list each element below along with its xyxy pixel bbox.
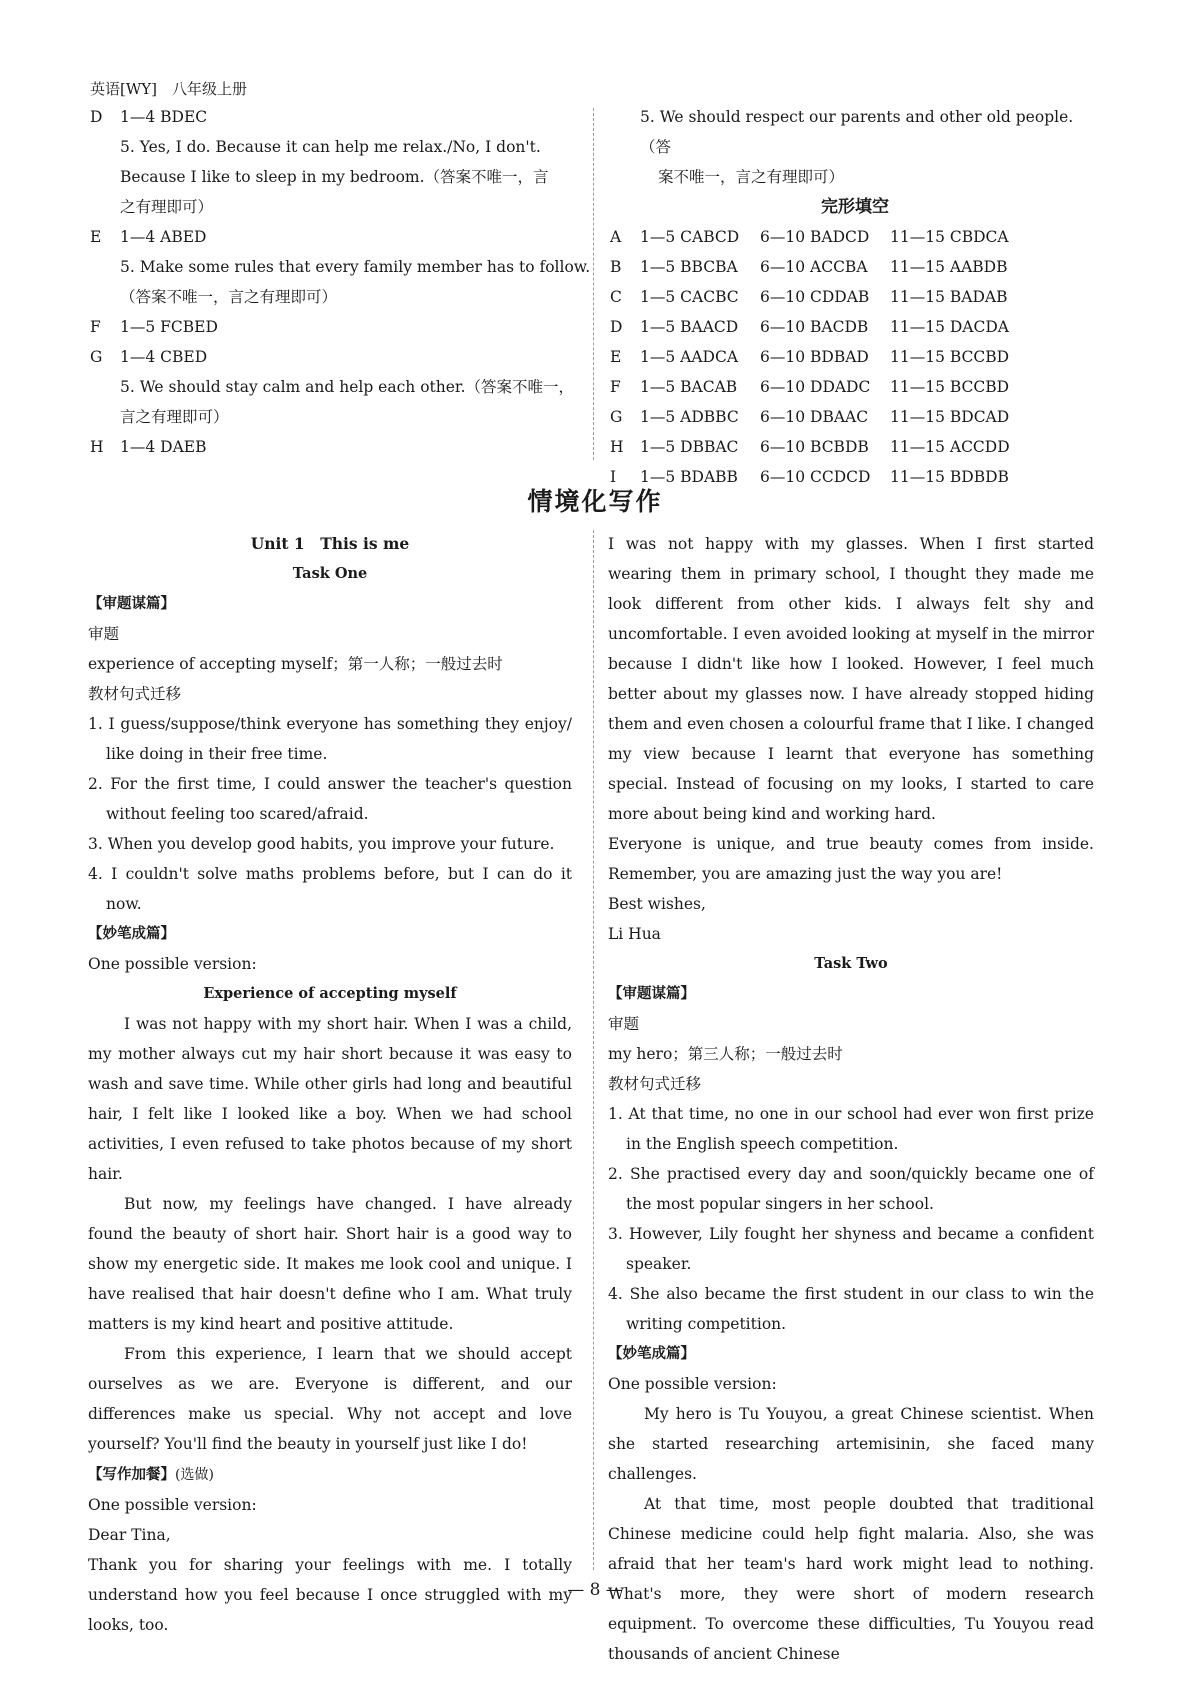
cloze-row [610,432,1100,462]
answer-g5-lead: 5. We should respect our parents and other old people.（答 [640,108,1074,156]
answer-subline: 5. Make some rules that every family member has to follow. [120,258,591,276]
cloze-row [610,312,1100,342]
column-divider-bottom [593,530,594,1570]
optional-note: (选做) [175,1467,214,1483]
shenti-text: my hero；第三人称；一般过去时 [608,1045,843,1063]
version-label-2: One possible version: [88,1496,257,1514]
letter-salutation: Dear Tina, [88,1526,171,1544]
answer-text: 1—4 DAEB [120,438,207,456]
running-header: 英语[WY] 八年级上册 [90,80,248,98]
cloze-answers: 6—10 BADCD [760,228,870,246]
shenti-text: experience of accepting myself；第一人称；一般过去时 [88,655,503,673]
tag-writing: 【妙笔成篇】 [608,1346,695,1362]
cloze-answers: 11—15 DACDA [890,318,1009,336]
answer-subline: 5. We should stay calm and help each other.（答案不唯一， [120,378,575,396]
letter-paragraph: I was not happy with my glasses. When I first started wearing them in primary school, I thought they made me look different from other kids. I always felt shy and uncomfortable. I even avoided looking at myself in the mirror because I didn't like how I looked. However, I feel much better about my glasses now. I have already stopped hiding them and even chosen a colourful frame that I like. I changed my view because I learnt that everyone has something special. Instead of focusing on my looks, I started to care more about being kind and working hard. [608,535,1094,823]
cloze-group-label: I [610,468,617,486]
answer-text: 1—4 ABED [120,228,207,246]
answer-text: 1—4 CBED [120,348,208,366]
cloze-answers: 6—10 CDDAB [760,288,870,306]
cloze-answers: 1—5 BAACD [640,318,739,336]
cloze-answers: 6—10 CCDCD [760,468,871,486]
cloze-group-label: B [610,258,622,276]
cloze-answers: 1—5 BACAB [640,378,738,396]
list-item: 4. She also became the first student in our class to win the writing competition. [608,1285,1094,1333]
cloze-row [610,342,1100,372]
answer-group-label: D [90,108,103,126]
version-label: One possible version: [88,955,257,973]
answer-row [90,432,580,462]
essay-paragraph: My hero is Tu Youyou, a great Chinese scientist. When she started researching artemisinin, she faced many challenges. [608,1405,1094,1483]
cloze-row [610,222,1100,252]
cloze-answers: 11—15 AABDB [890,258,1008,276]
letter-signature: Li Hua [608,925,661,943]
cloze-answer-table [610,222,1100,492]
cloze-answers: 6—10 DDADC [760,378,871,396]
tag-review: 【审题谋篇】 [88,596,175,612]
cloze-answers: 11—15 BCCBD [890,348,1010,366]
cloze-row [610,372,1100,402]
cloze-group-label: D [610,318,623,336]
answer-text: 1—5 FCBED [120,318,218,336]
column-divider-top [593,108,594,460]
answers-left [90,102,591,462]
answer-subline: 言之有理即可） [120,408,229,426]
qianyi-label: 教材句式迁移 [88,685,182,703]
answer-text: 1—4 BDEC [120,108,208,126]
answer-row [90,312,580,342]
list-item: 3. However, Lily fought her shyness and became a confident speaker. [608,1225,1094,1273]
cloze-row [610,282,1100,312]
cloze-answers: 1—5 BBCBA [640,258,738,276]
list-item: 1. At that time, no one in our school had ever won first prize in the English speech competition. [608,1105,1094,1153]
cloze-answers: 1—5 DBBAC [640,438,739,456]
cloze-group-label: C [610,288,622,306]
cloze-answers: 1—5 ADBBC [640,408,739,426]
qianyi-label: 教材句式迁移 [608,1075,702,1093]
answer-group-label: E [90,228,102,246]
answer-group-label: G [90,348,103,366]
cloze-answers: 6—10 BCBDB [760,438,869,456]
list-item: 4. I couldn't solve maths problems before, but I can do it now. [88,865,572,913]
unit-heading: Unit 1 This is me [250,534,410,553]
answer-group-label: F [90,318,101,336]
essay-paragraph: At that time, most people doubted that traditional Chinese medicine could help fight malaria. Also, she was afraid that her team's hard work might lead to nothing. What's more, they were short of modern research equipment. To overcome these difficulties, Tu Youyou read thousands of ancient Chinese [608,1495,1094,1663]
cloze-answers: 6—10 ACCBA [760,258,868,276]
task-two-heading: Task Two [814,955,888,972]
essay-paragraph: From this experience, I learn that we should accept ourselves as we are. Everyone is different, and our differences make us special. Why not accept and love yourself? You'll find the beauty in yourself just like I do! [88,1345,572,1453]
letter-paragraph: Everyone is unique, and true beauty comes from inside. Remember, you are amazing just the way you are! [608,835,1094,883]
cloze-group-label: F [610,378,621,396]
cloze-answers: 1—5 CABCD [640,228,740,246]
essay-paragraph: But now, my feelings have changed. I have already found the beauty of short hair. Short hair is a good way to show my energetic side. It makes me look cool and unique. I have realised that hair doesn't define who I am. What truly matters is my kind heart and positive attitude. [88,1195,572,1333]
list-item: 2. For the first time, I could answer the teacher's question without feeling too scared/afraid. [88,775,572,823]
cloze-answers: 11—15 BCCBD [890,378,1010,396]
answer-group-label: H [90,438,104,456]
cloze-answers: 6—10 BDBAD [760,348,869,366]
cloze-answers: 11—15 BDBDB [890,468,1009,486]
cloze-answers: 11—15 BADAB [890,288,1008,306]
section-title: 情境化写作 [527,487,663,516]
shenti-label: 审题 [88,625,120,643]
cloze-group-label: G [610,408,623,426]
list-item: 1. I guess/suppose/think everyone has something they enjoy/ like doing in their free time. [88,715,572,763]
list-item: 2. She practised every day and soon/quickly became one of the most popular singers in her school. [608,1165,1094,1213]
list-item: 3. When you develop good habits, you improve your future. [88,835,555,853]
cloze-group-label: H [610,438,624,456]
writing-left-column [88,529,572,1640]
writing-right-column [608,529,1094,1669]
letter-closing: Best wishes, [608,895,706,913]
tag-extra: 【写作加餐】 [88,1467,175,1483]
cloze-answers: 11—15 ACCDD [890,438,1010,456]
essay-paragraph: I was not happy with my short hair. When I was a child, my mother always cut my hair short because it was easy to wash and save time. While other girls had long and beautiful hair, I felt like I looked like a boy. When we had school activities, I even refused to take photos because of my short hair. [88,1015,572,1183]
version-label: One possible version: [608,1375,777,1393]
answer-row [90,342,580,372]
answer-subline: （答案不唯一，言之有理即可） [120,288,338,306]
cloze-row [610,252,1100,282]
cloze-row [610,402,1100,432]
page-number: — 8 — [567,1580,623,1600]
cloze-answers: 11—15 BDCAD [890,408,1010,426]
answer-subline: Because I like to sleep in my bedroom.（答案不唯一，言 [120,168,549,186]
answer-row [90,102,580,132]
cloze-group-label: A [610,228,622,246]
answer-subline: 之有理即可） [120,198,214,216]
shenti-label: 审题 [608,1015,640,1033]
task-one-heading: Task One [292,565,368,582]
cloze-group-label: E [610,348,622,366]
cloze-answers: 6—10 DBAAC [760,408,869,426]
answer-subline: 5. Yes, I do. Because it can help me relax./No, I don't. [120,138,541,156]
cloze-title: 完形填空 [821,197,889,217]
answers-right [610,102,1100,492]
cloze-answers: 1—5 BDABB [640,468,738,486]
cloze-answers: 1—5 CACBC [640,288,739,306]
answer-g5-note: 案不唯一，言之有理即可） [658,168,845,186]
cloze-answers: 1—5 AADCA [640,348,739,366]
tag-review: 【审题谋篇】 [608,986,695,1002]
essay-title: Experience of accepting myself [203,985,457,1002]
answer-row [90,222,580,252]
tag-writing: 【妙笔成篇】 [88,926,175,942]
cloze-answers: 11—15 CBDCA [890,228,1009,246]
cloze-answers: 6—10 BACDB [760,318,869,336]
letter-paragraph: Thank you for sharing your feelings with me. I totally understand how you feel because I once struggled with my looks, too. [88,1556,572,1634]
